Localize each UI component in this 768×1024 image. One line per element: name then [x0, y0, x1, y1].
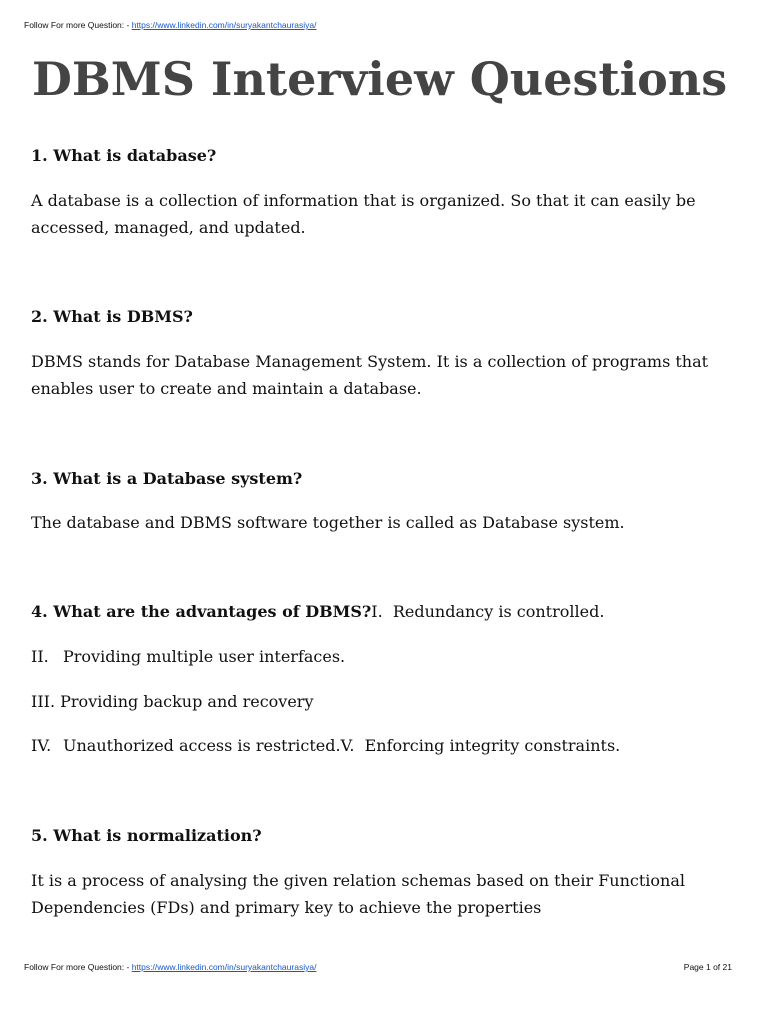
question-1-heading: 1. What is database? — [31, 146, 217, 165]
question-5-heading: 5. What is normalization? — [31, 826, 262, 845]
advantage-4-number: IV. — [31, 736, 52, 755]
answer-2-line-2: enables user to create and maintain a database. — [31, 379, 422, 398]
answer-5 — [31, 867, 731, 921]
answer-5-line-1: It is a process of analysing the given relation schemas based on their Functional — [31, 871, 685, 890]
advantage-1-text: Redundancy is controlled. — [392, 602, 605, 621]
advantage-1-number: I. — [371, 602, 383, 621]
advantage-2-text: Providing multiple user interfaces. — [63, 647, 346, 666]
advantage-5-number: V. — [340, 736, 355, 755]
advantage-4-text: Unauthorized access is restricted. — [63, 736, 341, 755]
header-linkedin-link[interactable]: https://www.linkedin.com/in/suryakantchaurasiya/ — [131, 20, 317, 30]
footer-prefix: Follow For more Question: - — [24, 962, 132, 972]
page-header — [24, 20, 316, 30]
page-title: DBMS Interview Questions — [32, 52, 728, 106]
footer-linkedin-link[interactable]: https://www.linkedin.com/in/suryakantchaurasiya/ — [131, 962, 317, 972]
advantage-5-text: Enforcing integrity constraints. — [364, 736, 621, 755]
answer-2-line-1: DBMS stands for Database Management System. It is a collection of programs that — [31, 352, 709, 371]
answer-3 — [31, 509, 731, 536]
advantage-3 — [31, 688, 731, 715]
advantage-2 — [31, 643, 731, 670]
page-footer — [24, 962, 316, 972]
answer-3-line-1: The database and DBMS software together is called as Database system. — [31, 513, 625, 532]
question-4-heading: 4. What are the advantages of DBMS? — [31, 602, 372, 621]
question-3-heading: 3. What is a Database system? — [31, 469, 303, 488]
question-4-line — [31, 598, 731, 625]
advantage-3-text: Providing backup and recovery — [60, 692, 314, 711]
answer-1-line-1: A database is a collection of information that is organized. So that it can easily be — [31, 191, 696, 210]
question-2-heading: 2. What is DBMS? — [31, 307, 193, 326]
advantage-2-number: II. — [31, 647, 49, 666]
answer-5-line-2: Dependencies (FDs) and primary key to achieve the properties — [31, 898, 542, 917]
advantage-4-and-5 — [31, 732, 731, 759]
answer-2 — [31, 348, 731, 402]
answer-1 — [31, 187, 731, 241]
answer-1-line-2: accessed, managed, and updated. — [31, 218, 306, 237]
advantage-3-number: III. — [31, 692, 56, 711]
header-prefix: Follow For more Question: - — [24, 20, 132, 30]
page-number: Page 1 of 21 — [683, 962, 732, 972]
